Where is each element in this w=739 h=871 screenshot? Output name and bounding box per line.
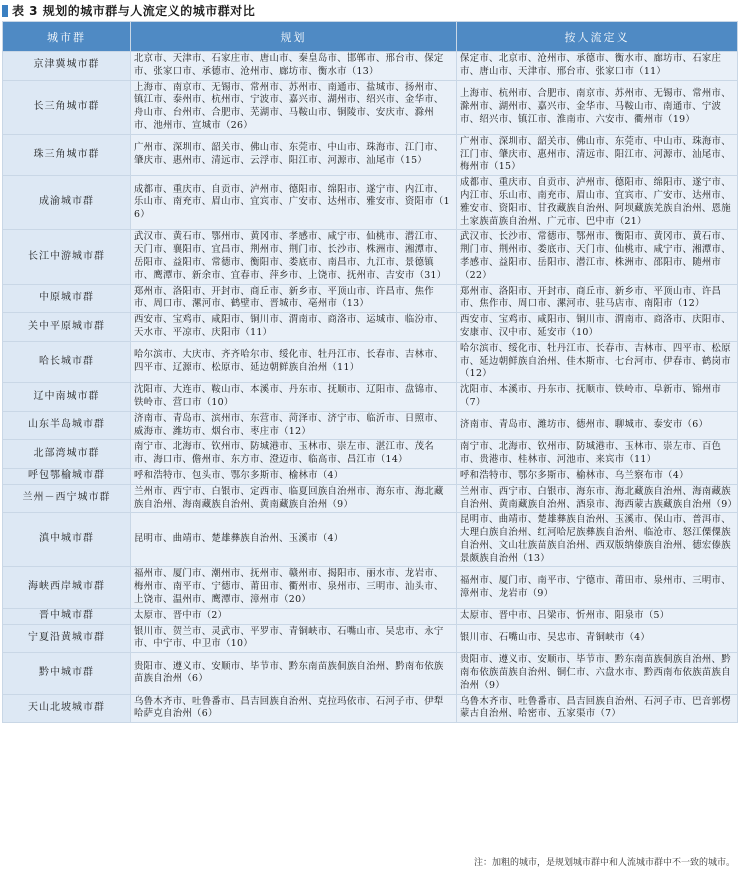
flow-cities: 太原市、晋中市、吕梁市、忻州市、阳泉市（5） [457, 608, 738, 624]
plan-cities: 太原市、晋中市（2） [131, 608, 457, 624]
table-row [3, 694, 738, 723]
table-row [3, 440, 738, 469]
plan-cities: 呼和浩特市、包头市、鄂尔多斯市、榆林市（4） [131, 468, 457, 484]
city-group-name: 山东半岛城市群 [3, 411, 131, 440]
table-row [3, 567, 738, 608]
table-row [3, 52, 738, 81]
plan-cities: 银川市、贺兰市、灵武市、平罗市、青铜峡市、石嘴山市、吴忠市、永宁市、中宁市、中卫市（10） [131, 624, 457, 653]
city-group-name: 京津冀城市群 [3, 52, 131, 81]
flow-cities: 乌鲁木齐市、吐鲁番市、昌吉回族自治州、石河子市、巴音郭楞蒙古自治州、哈密市、五家渠市（7） [457, 694, 738, 723]
table-row [3, 653, 738, 694]
flow-cities: 南宁市、北海市、钦州市、防城港市、玉林市、崇左市、百色市、贵港市、桂林市、河池市、来宾市（11） [457, 440, 738, 469]
table-row [3, 230, 738, 284]
plan-cities: 武汉市、黄石市、鄂州市、黄冈市、孝感市、咸宁市、仙桃市、潜江市、天门市、襄阳市、宜昌市、荆州市、荆门市、长沙市、株洲市、湘潭市、岳阳市、益阳市、常德市、衡阳市、娄底市、南昌市、九江市、景德镇市、鹰潭市、新余市、宜春市、萍乡市、上饶市、抚州市、吉安市（31） [131, 230, 457, 284]
table-row [3, 624, 738, 653]
flow-cities: 银川市、石嘴山市、吴忠市、青铜峡市（4） [457, 624, 738, 653]
flow-cities: 西安市、宝鸡市、咸阳市、铜川市、渭南市、商洛市、庆阳市、安康市、汉中市、延安市（10） [457, 313, 738, 342]
table-row [3, 484, 738, 513]
flow-cities: 广州市、深圳市、韶关市、佛山市、东莞市、中山市、珠海市、江门市、肇庆市、惠州市、清远市、阳江市、河源市、汕尾市、梅州市（15） [457, 134, 738, 175]
city-group-name: 滇中城市群 [3, 513, 131, 567]
city-group-name: 呼包鄂榆城市群 [3, 468, 131, 484]
plan-cities: 昆明市、曲靖市、楚雄彝族自治州、玉溪市（4） [131, 513, 457, 567]
city-group-name: 海峡西岸城市群 [3, 567, 131, 608]
header-flow: 按人流定义 [457, 22, 738, 52]
table-body [3, 52, 738, 723]
table-row [3, 411, 738, 440]
table-row [3, 341, 738, 382]
flow-cities: 贵阳市、遵义市、安顺市、毕节市、黔东南苗族侗族自治州、黔南布依族苗族自治州、铜仁市、六盘水市、黔西南布依族苗族自治州（9） [457, 653, 738, 694]
flow-cities: 呼和浩特市、鄂尔多斯市、榆林市、乌兰察布市（4） [457, 468, 738, 484]
city-group-name: 兰州－西宁城市群 [3, 484, 131, 513]
flow-cities: 昆明市、曲靖市、楚雄彝族自治州、玉溪市、保山市、普洱市、大理白族自治州、红河哈尼族彝族自治州、临沧市、怒江傈僳族自治州、文山壮族苗族自治州、西双版纳傣族自治州、德宏傣族景颇族自治州（13） [457, 513, 738, 567]
flow-cities: 福州市、厦门市、南平市、宁德市、莆田市、泉州市、三明市、漳州市、龙岩市（9） [457, 567, 738, 608]
plan-cities: 上海市、南京市、无锡市、常州市、苏州市、南通市、盐城市、扬州市、镇江市、泰州市、杭州市、宁波市、嘉兴市、湖州市、绍兴市、金华市、舟山市、台州市、合肥市、芜湖市、马鞍山市、铜陵市、安庆市、滁州市、池州市、宣城市（26） [131, 80, 457, 134]
city-group-name: 宁夏沿黄城市群 [3, 624, 131, 653]
city-group-name: 北部湾城市群 [3, 440, 131, 469]
title-marker [2, 5, 8, 17]
city-group-name: 成渝城市群 [3, 176, 131, 230]
flow-cities: 保定市、北京市、沧州市、承德市、衡水市、廊坊市、石家庄市、唐山市、天津市、邢台市、张家口市（11） [457, 52, 738, 81]
city-group-name: 长三角城市群 [3, 80, 131, 134]
city-group-name: 天山北坡城市群 [3, 694, 131, 723]
plan-cities: 沈阳市、大连市、鞍山市、本溪市、丹东市、抚顺市、辽阳市、盘锦市、铁岭市、营口市（10） [131, 383, 457, 412]
plan-cities: 乌鲁木齐市、吐鲁番市、昌吉回族自治州、克拉玛依市、石河子市、伊犁哈萨克自治州（6） [131, 694, 457, 723]
header-city-group: 城市群 [3, 22, 131, 52]
table-row [3, 176, 738, 230]
header-plan: 规划 [131, 22, 457, 52]
footnote: 注：加粗的城市，是规划城市群中和人流城市群中不一致的城市。 [473, 858, 735, 868]
city-group-name: 哈长城市群 [3, 341, 131, 382]
table-title: 表 3 规划的城市群与人流定义的城市群对比 [12, 4, 256, 18]
city-group-name: 黔中城市群 [3, 653, 131, 694]
plan-cities: 福州市、厦门市、潮州市、抚州市、赣州市、揭阳市、丽水市、龙岩市、梅州市、南平市、宁德市、莆田市、衢州市、泉州市、三明市、汕头市、上饶市、温州市、鹰潭市、漳州市（20） [131, 567, 457, 608]
city-group-name: 辽中南城市群 [3, 383, 131, 412]
table-row [3, 80, 738, 134]
city-group-name: 长江中游城市群 [3, 230, 131, 284]
flow-cities: 济南市、青岛市、潍坊市、德州市、聊城市、泰安市（6） [457, 411, 738, 440]
table-row [3, 383, 738, 412]
table-row [3, 313, 738, 342]
flow-cities: 兰州市、西宁市、白银市、海东市、海北藏族自治州、海南藏族自治州、黄南藏族自治州、酒泉市、海西蒙古族藏族自治州（9） [457, 484, 738, 513]
flow-cities: 沈阳市、本溪市、丹东市、抚顺市、铁岭市、阜新市、锦州市（7） [457, 383, 738, 412]
plan-cities: 广州市、深圳市、韶关市、佛山市、东莞市、中山市、珠海市、江门市、肇庆市、惠州市、清远市、云浮市、阳江市、河源市、汕尾市（15） [131, 134, 457, 175]
table-row [3, 134, 738, 175]
city-group-name: 中原城市群 [3, 284, 131, 313]
plan-cities: 哈尔滨市、大庆市、齐齐哈尔市、绥化市、牡丹江市、长春市、吉林市、四平市、辽源市、松原市、延边朝鲜族自治州（11） [131, 341, 457, 382]
table-row [3, 284, 738, 313]
plan-cities: 兰州市、西宁市、白银市、定西市、临夏回族自治州市、海东市、海北藏族自治州、海南藏族自治州、黄南藏族自治州（9） [131, 484, 457, 513]
plan-cities: 北京市、天津市、石家庄市、唐山市、秦皇岛市、邯郸市、邢台市、保定市、张家口市、承德市、沧州市、廊坊市、衡水市（13） [131, 52, 457, 81]
plan-cities: 南宁市、北海市、钦州市、防城港市、玉林市、崇左市、湛江市、茂名市、海口市、儋州市、东方市、澄迈市、临高市、昌江市（14） [131, 440, 457, 469]
flow-cities: 郑州市、洛阳市、开封市、商丘市、新乡市、平顶山市、许昌市、焦作市、周口市、漯河市、驻马店市、南阳市（12） [457, 284, 738, 313]
table-row [3, 608, 738, 624]
table-header-row [3, 22, 738, 52]
city-group-name: 晋中城市群 [3, 608, 131, 624]
table-row [3, 513, 738, 567]
flow-cities: 武汉市、长沙市、常德市、鄂州市、衡阳市、黄冈市、黄石市、荆门市、荆州市、娄底市、天门市、仙桃市、咸宁市、湘潭市、孝感市、益阳市、岳阳市、潜江市、株洲市、邵阳市、随州市（22） [457, 230, 738, 284]
flow-cities: 成都市、重庆市、自贡市、泸州市、德阳市、绵阳市、遂宁市、内江市、乐山市、南充市、眉山市、宜宾市、广安市、达州市、雅安市、资阳市、甘孜藏族自治州、阿坝藏族羌族自治州、恩施土家族苗族自治州、广元市、巴中市（21） [457, 176, 738, 230]
city-group-name: 珠三角城市群 [3, 134, 131, 175]
table-row [3, 468, 738, 484]
plan-cities: 西安市、宝鸡市、咸阳市、铜川市、渭南市、商洛市、运城市、临汾市、天水市、平凉市、庆阳市（11） [131, 313, 457, 342]
comparison-table [2, 21, 738, 723]
flow-cities: 哈尔滨市、绥化市、牡丹江市、长春市、吉林市、四平市、松原市、延边朝鲜族自治州、佳木斯市、七台河市、伊春市、鹤岗市（12） [457, 341, 738, 382]
plan-cities: 郑州市、洛阳市、开封市、商丘市、新乡市、平顶山市、许昌市、焦作市、周口市、漯河市、鹤壁市、晋城市、亳州市（13） [131, 284, 457, 313]
plan-cities: 贵阳市、遵义市、安顺市、毕节市、黔东南苗族侗族自治州、黔南布依族苗族自治州（6） [131, 653, 457, 694]
plan-cities: 济南市、青岛市、滨州市、东营市、菏泽市、济宁市、临沂市、日照市、威海市、潍坊市、烟台市、枣庄市（12） [131, 411, 457, 440]
table-title-bar [2, 2, 255, 19]
city-group-name: 关中平原城市群 [3, 313, 131, 342]
plan-cities: 成都市、重庆市、自贡市、泸州市、德阳市、绵阳市、遂宁市、内江市、乐山市、南充市、眉山市、宜宾市、广安市、达州市、雅安市、资阳市（16） [131, 176, 457, 230]
flow-cities: 上海市、杭州市、合肥市、南京市、苏州市、无锡市、常州市、滁州市、湖州市、嘉兴市、金华市、马鞍山市、南通市、宁波市、绍兴市、镇江市、淮南市、六安市、衢州市（19） [457, 80, 738, 134]
